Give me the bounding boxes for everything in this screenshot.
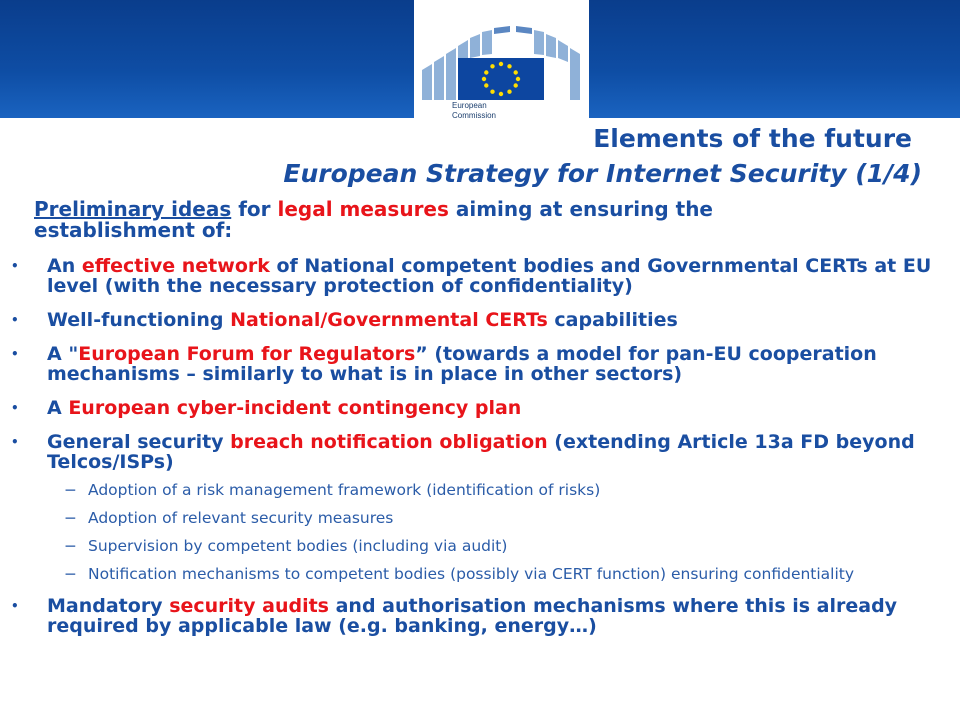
dash-icon: − <box>64 537 77 555</box>
bullet-icon: • <box>11 259 19 273</box>
sub-bullet-item <box>0 510 960 526</box>
bullet-icon: • <box>11 599 19 613</box>
dash-icon: − <box>64 565 77 583</box>
intro-text <box>34 199 794 241</box>
bullet-item <box>0 310 960 330</box>
bullet-text: Mandatory <box>47 595 170 617</box>
bullet-text: An <box>47 255 82 277</box>
logo-caption-line2: Commission <box>452 111 497 120</box>
bullet-highlight: European cyber-incident contingency plan <box>68 397 522 419</box>
bullet-highlight: breach notification obligation <box>230 431 548 453</box>
bullet-text: General security <box>47 431 231 453</box>
bullet-icon: • <box>11 347 19 361</box>
sub-bullet-item <box>0 566 960 582</box>
bullet-text: (extending Article 13a FD beyond Telcos/ISPs) <box>47 431 915 473</box>
sub-bullet-text: Supervision by competent bodies (including via audit) <box>88 537 508 555</box>
sub-bullet-item <box>0 482 960 498</box>
sub-bullet-item <box>0 538 960 554</box>
bullet-item <box>0 596 960 636</box>
dash-icon: − <box>64 509 77 527</box>
bullet-highlight: European Forum for Regulators <box>78 343 416 365</box>
bullet-text: ” (towards a model for pan-EU cooperation mechanisms – similarly to what is in place in other sectors) <box>47 343 877 385</box>
bullet-highlight: security audits <box>169 595 329 617</box>
bullet-text: Well-functioning <box>47 309 231 331</box>
intro-highlight: legal measures <box>277 197 449 221</box>
bullet-text: capabilities <box>547 309 678 331</box>
bullet-icon: • <box>11 401 19 415</box>
intro-underlined: Preliminary ideas <box>34 197 232 221</box>
bullet-text: and authorisation mechanisms where this is already required by applicable law (e.g. banking, energy…) <box>47 595 898 637</box>
logo-caption <box>452 101 496 121</box>
intro-rest: aiming at ensuring the establishment of: <box>34 197 713 242</box>
bullet-item <box>0 344 960 384</box>
dash-icon: − <box>64 481 77 499</box>
bullet-icon: • <box>11 435 19 449</box>
bullet-item <box>0 432 960 472</box>
bullet-highlight: National/Governmental CERTs <box>230 309 548 331</box>
intro-connector: for <box>231 197 278 221</box>
bullet-text: A " <box>47 343 79 365</box>
european-commission-logo <box>414 0 589 128</box>
sub-bullet-text: Adoption of a risk management framework (identification of risks) <box>88 481 601 499</box>
slide-title-line1: Elements of the future <box>593 124 912 153</box>
bullet-text: A <box>47 397 69 419</box>
bullet-icon: • <box>11 313 19 327</box>
bullet-list <box>0 256 960 636</box>
bullet-item <box>0 256 960 296</box>
slide-title-line2: European Strategy for Internet Security (1/4) <box>283 159 922 188</box>
sub-bullet-text: Adoption of relevant security measures <box>88 509 394 527</box>
bullet-item <box>0 398 960 418</box>
bullet-highlight: effective network <box>81 255 270 277</box>
bullet-text: of National competent bodies and Governmental CERTs at EU level (with the necessary protection of confidentiality) <box>47 255 932 297</box>
logo-caption-line1: European <box>452 101 487 110</box>
ec-building-emblem <box>414 0 589 128</box>
sub-bullet-text: Notification mechanisms to competent bodies (possibly via CERT function) ensuring confidentiality <box>88 565 855 583</box>
